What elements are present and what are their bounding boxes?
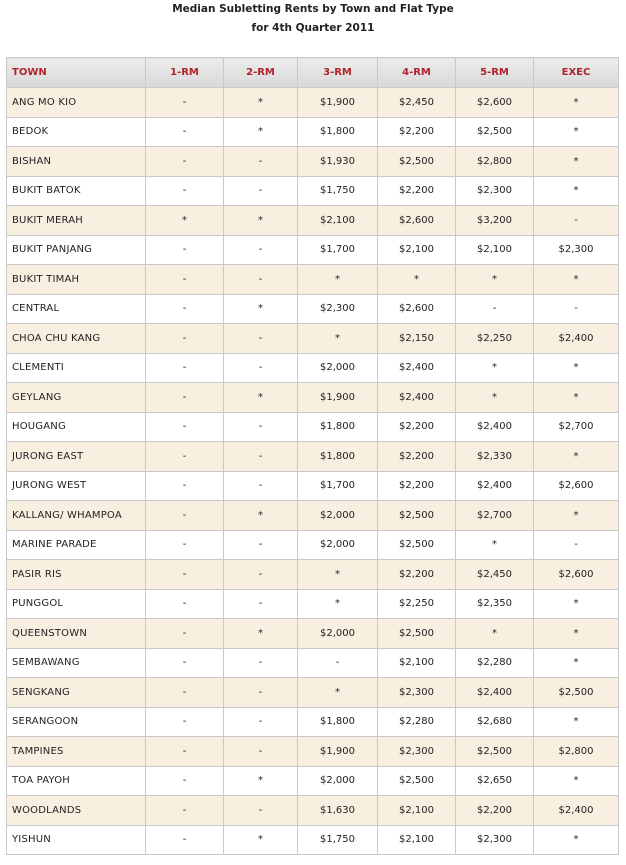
cell-town: YISHUN [7, 825, 146, 855]
cell-exec: * [534, 88, 619, 118]
cell-town: TOA PAYOH [7, 766, 146, 796]
cell-2rm: - [224, 147, 298, 177]
table-row [7, 176, 619, 206]
cell-town: BISHAN [7, 147, 146, 177]
table-row [7, 648, 619, 678]
cell-exec: * [534, 265, 619, 295]
cell-3rm: * [298, 560, 378, 590]
column-header-town: TOWN [7, 58, 146, 88]
cell-3rm: * [298, 678, 378, 708]
table-row [7, 501, 619, 531]
cell-3rm: $1,800 [298, 412, 378, 442]
cell-1rm: - [146, 88, 224, 118]
table-row [7, 412, 619, 442]
cell-exec: - [534, 206, 619, 236]
cell-3rm: $1,800 [298, 117, 378, 147]
cell-4rm: $2,150 [378, 324, 456, 354]
cell-town: JURONG EAST [7, 442, 146, 472]
table-header-row [7, 58, 619, 88]
title-line-2: for 4th Quarter 2011 [251, 22, 375, 34]
cell-3rm: $2,000 [298, 530, 378, 560]
column-header-4rm: 4-RM [378, 58, 456, 88]
table-row [7, 530, 619, 560]
cell-3rm: $2,000 [298, 619, 378, 649]
table-row [7, 796, 619, 826]
cell-1rm: - [146, 383, 224, 413]
cell-2rm: - [224, 265, 298, 295]
cell-town: KALLANG/ WHAMPOA [7, 501, 146, 531]
cell-5rm: $2,500 [456, 117, 534, 147]
cell-exec: - [534, 530, 619, 560]
cell-town: SEMBAWANG [7, 648, 146, 678]
cell-town: PASIR RIS [7, 560, 146, 590]
cell-2rm: * [224, 117, 298, 147]
cell-5rm: $2,500 [456, 737, 534, 767]
cell-town: TAMPINES [7, 737, 146, 767]
cell-5rm: * [456, 353, 534, 383]
cell-4rm: $2,400 [378, 353, 456, 383]
cell-4rm: $2,100 [378, 235, 456, 265]
cell-exec: * [534, 383, 619, 413]
table-row [7, 471, 619, 501]
cell-exec: $2,300 [534, 235, 619, 265]
cell-3rm: $1,700 [298, 471, 378, 501]
cell-exec: $2,400 [534, 796, 619, 826]
cell-1rm: - [146, 737, 224, 767]
cell-1rm: - [146, 678, 224, 708]
cell-town: BUKIT TIMAH [7, 265, 146, 295]
cell-4rm: $2,200 [378, 471, 456, 501]
cell-2rm: - [224, 176, 298, 206]
cell-5rm: * [456, 619, 534, 649]
column-header-3rm: 3-RM [298, 58, 378, 88]
cell-exec: * [534, 619, 619, 649]
cell-exec: $2,600 [534, 471, 619, 501]
cell-exec: $2,600 [534, 560, 619, 590]
cell-town: ANG MO KIO [7, 88, 146, 118]
cell-2rm: - [224, 707, 298, 737]
column-header-exec: EXEC [534, 58, 619, 88]
cell-5rm: $2,450 [456, 560, 534, 590]
title-line-1: Median Subletting Rents by Town and Flat Type [172, 3, 454, 15]
cell-4rm: $2,300 [378, 737, 456, 767]
cell-2rm: - [224, 353, 298, 383]
cell-exec: * [534, 147, 619, 177]
cell-1rm: - [146, 589, 224, 619]
table-row [7, 235, 619, 265]
cell-3rm: $1,800 [298, 707, 378, 737]
cell-2rm: * [224, 766, 298, 796]
table-row [7, 589, 619, 619]
cell-5rm: $2,300 [456, 176, 534, 206]
cell-3rm: $2,000 [298, 766, 378, 796]
cell-exec: * [534, 707, 619, 737]
cell-1rm: - [146, 117, 224, 147]
cell-2rm: * [224, 501, 298, 531]
cell-1rm: * [146, 206, 224, 236]
cell-4rm: $2,600 [378, 294, 456, 324]
cell-5rm: $2,650 [456, 766, 534, 796]
cell-exec: $2,800 [534, 737, 619, 767]
cell-3rm: $1,930 [298, 147, 378, 177]
cell-1rm: - [146, 442, 224, 472]
cell-1rm: - [146, 619, 224, 649]
cell-2rm: - [224, 678, 298, 708]
cell-4rm: $2,600 [378, 206, 456, 236]
table-row [7, 88, 619, 118]
cell-exec: * [534, 176, 619, 206]
cell-2rm: - [224, 471, 298, 501]
cell-exec: * [534, 648, 619, 678]
cell-town: SERANGOON [7, 707, 146, 737]
cell-2rm: - [224, 412, 298, 442]
cell-3rm: $2,100 [298, 206, 378, 236]
cell-5rm: $2,200 [456, 796, 534, 826]
cell-3rm: $1,900 [298, 737, 378, 767]
cell-town: CLEMENTI [7, 353, 146, 383]
cell-town: GEYLANG [7, 383, 146, 413]
cell-2rm: * [224, 88, 298, 118]
cell-2rm: - [224, 442, 298, 472]
cell-5rm: $2,680 [456, 707, 534, 737]
table-body [7, 88, 619, 855]
cell-3rm: $1,630 [298, 796, 378, 826]
cell-town: BUKIT MERAH [7, 206, 146, 236]
cell-2rm: * [224, 294, 298, 324]
cell-5rm: $2,330 [456, 442, 534, 472]
cell-5rm: $2,400 [456, 471, 534, 501]
cell-4rm: $2,200 [378, 560, 456, 590]
cell-4rm: * [378, 265, 456, 295]
cell-2rm: - [224, 589, 298, 619]
cell-4rm: $2,100 [378, 825, 456, 855]
cell-2rm: - [224, 560, 298, 590]
cell-town: JURONG WEST [7, 471, 146, 501]
rents-table [6, 57, 619, 855]
cell-5rm: * [456, 530, 534, 560]
cell-3rm: - [298, 648, 378, 678]
cell-5rm: $3,200 [456, 206, 534, 236]
cell-5rm: $2,280 [456, 648, 534, 678]
cell-town: WOODLANDS [7, 796, 146, 826]
cell-1rm: - [146, 501, 224, 531]
cell-4rm: $2,500 [378, 147, 456, 177]
cell-5rm: * [456, 383, 534, 413]
cell-4rm: $2,500 [378, 766, 456, 796]
cell-3rm: $1,700 [298, 235, 378, 265]
cell-town: BEDOK [7, 117, 146, 147]
cell-4rm: $2,300 [378, 678, 456, 708]
cell-5rm: - [456, 294, 534, 324]
cell-1rm: - [146, 294, 224, 324]
cell-3rm: $2,000 [298, 353, 378, 383]
column-header-2rm: 2-RM [224, 58, 298, 88]
cell-exec: * [534, 501, 619, 531]
cell-exec: * [534, 825, 619, 855]
cell-1rm: - [146, 147, 224, 177]
cell-3rm: $1,900 [298, 88, 378, 118]
cell-5rm: $2,600 [456, 88, 534, 118]
cell-exec: $2,500 [534, 678, 619, 708]
cell-3rm: $2,300 [298, 294, 378, 324]
cell-1rm: - [146, 707, 224, 737]
cell-5rm: $2,800 [456, 147, 534, 177]
table-row [7, 737, 619, 767]
cell-2rm: * [224, 206, 298, 236]
table-row [7, 206, 619, 236]
table-row [7, 147, 619, 177]
cell-5rm: $2,100 [456, 235, 534, 265]
cell-4rm: $2,200 [378, 442, 456, 472]
cell-exec: * [534, 589, 619, 619]
cell-2rm: * [224, 825, 298, 855]
cell-town: HOUGANG [7, 412, 146, 442]
cell-4rm: $2,400 [378, 383, 456, 413]
column-header-5rm: 5-RM [456, 58, 534, 88]
cell-1rm: - [146, 825, 224, 855]
cell-5rm: $2,300 [456, 825, 534, 855]
table-row [7, 825, 619, 855]
cell-5rm: $2,400 [456, 678, 534, 708]
cell-5rm: $2,700 [456, 501, 534, 531]
table-row [7, 117, 619, 147]
cell-4rm: $2,280 [378, 707, 456, 737]
cell-exec: * [534, 353, 619, 383]
column-header-1rm: 1-RM [146, 58, 224, 88]
cell-5rm: * [456, 265, 534, 295]
cell-4rm: $2,200 [378, 176, 456, 206]
cell-exec: $2,700 [534, 412, 619, 442]
cell-1rm: - [146, 235, 224, 265]
cell-2rm: - [224, 737, 298, 767]
cell-3rm: * [298, 265, 378, 295]
cell-3rm: * [298, 324, 378, 354]
cell-2rm: - [224, 648, 298, 678]
cell-3rm: $2,000 [298, 501, 378, 531]
cell-2rm: - [224, 530, 298, 560]
table-row [7, 324, 619, 354]
cell-3rm: $1,750 [298, 176, 378, 206]
cell-exec: - [534, 294, 619, 324]
table-row [7, 383, 619, 413]
cell-5rm: $2,250 [456, 324, 534, 354]
cell-town: SENGKANG [7, 678, 146, 708]
table-row [7, 265, 619, 295]
cell-4rm: $2,200 [378, 117, 456, 147]
table-row [7, 707, 619, 737]
cell-1rm: - [146, 766, 224, 796]
cell-3rm: * [298, 589, 378, 619]
table-row [7, 619, 619, 649]
cell-town: MARINE PARADE [7, 530, 146, 560]
cell-town: CENTRAL [7, 294, 146, 324]
cell-exec: * [534, 117, 619, 147]
table-row [7, 766, 619, 796]
cell-2rm: - [224, 324, 298, 354]
cell-4rm: $2,100 [378, 648, 456, 678]
table-row [7, 442, 619, 472]
cell-town: QUEENSTOWN [7, 619, 146, 649]
cell-4rm: $2,450 [378, 88, 456, 118]
cell-4rm: $2,200 [378, 412, 456, 442]
cell-2rm: - [224, 235, 298, 265]
cell-1rm: - [146, 324, 224, 354]
cell-1rm: - [146, 412, 224, 442]
cell-4rm: $2,500 [378, 619, 456, 649]
cell-4rm: $2,250 [378, 589, 456, 619]
cell-town: BUKIT BATOK [7, 176, 146, 206]
cell-1rm: - [146, 353, 224, 383]
cell-1rm: - [146, 471, 224, 501]
cell-exec: * [534, 766, 619, 796]
cell-3rm: $1,800 [298, 442, 378, 472]
cell-1rm: - [146, 265, 224, 295]
cell-exec: * [534, 442, 619, 472]
cell-4rm: $2,100 [378, 796, 456, 826]
cell-1rm: - [146, 560, 224, 590]
cell-2rm: * [224, 383, 298, 413]
cell-1rm: - [146, 530, 224, 560]
cell-4rm: $2,500 [378, 501, 456, 531]
cell-2rm: - [224, 796, 298, 826]
cell-4rm: $2,500 [378, 530, 456, 560]
cell-3rm: $1,750 [298, 825, 378, 855]
page-title [0, 0, 626, 38]
cell-1rm: - [146, 796, 224, 826]
cell-exec: $2,400 [534, 324, 619, 354]
cell-town: PUNGGOL [7, 589, 146, 619]
table-row [7, 560, 619, 590]
cell-5rm: $2,350 [456, 589, 534, 619]
table-row [7, 678, 619, 708]
cell-1rm: - [146, 176, 224, 206]
cell-3rm: $1,900 [298, 383, 378, 413]
table-row [7, 294, 619, 324]
cell-town: CHOA CHU KANG [7, 324, 146, 354]
cell-2rm: * [224, 619, 298, 649]
cell-1rm: - [146, 648, 224, 678]
cell-5rm: $2,400 [456, 412, 534, 442]
table-row [7, 353, 619, 383]
cell-town: BUKIT PANJANG [7, 235, 146, 265]
